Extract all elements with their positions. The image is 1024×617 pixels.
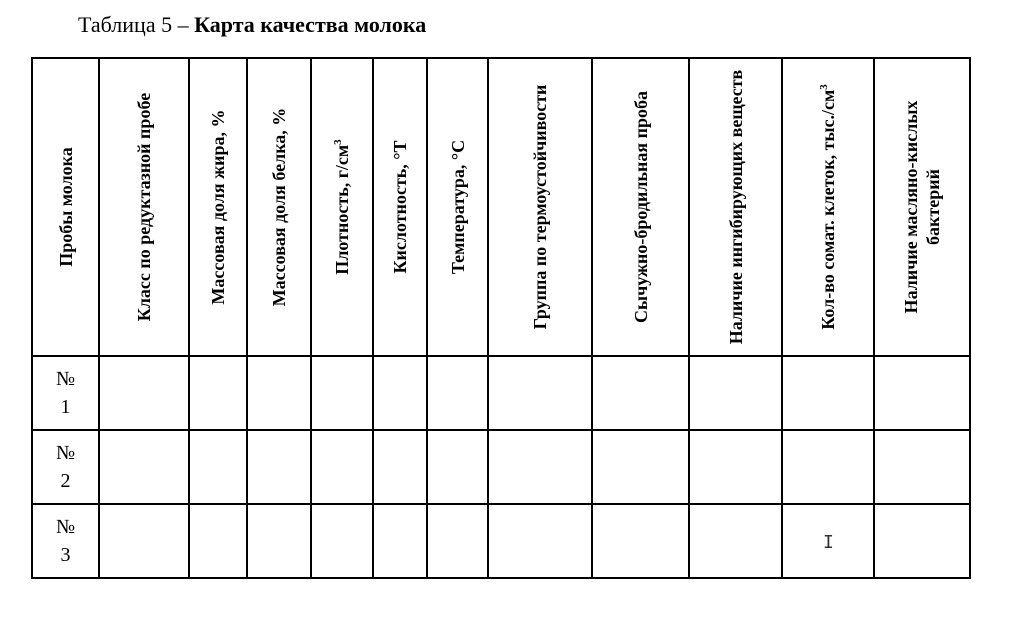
cell-inhibitors[interactable]: [689, 356, 782, 430]
header-fat: Массовая доля жира, %: [189, 58, 247, 356]
cell-acidity[interactable]: [373, 356, 427, 430]
table-row: [32, 430, 970, 504]
header-inhibitors: Наличие ингибирующих веществ: [689, 58, 782, 356]
cell-rennet[interactable]: [592, 356, 689, 430]
cell-temperature[interactable]: [427, 430, 488, 504]
cell-protein[interactable]: [247, 504, 311, 578]
header-somatic-cells: Кол-во сомат. клеток, $тыс./см^3$: [782, 58, 874, 356]
cell-rennet[interactable]: [592, 430, 689, 504]
cell-protein[interactable]: [247, 356, 311, 430]
cell-temperature[interactable]: [427, 504, 488, 578]
cell-inhibitors[interactable]: [689, 504, 782, 578]
cell-thermo-group[interactable]: [488, 356, 592, 430]
text-cursor-icon: I: [823, 532, 834, 553]
header-samples: Пробы молока: [32, 58, 99, 356]
cell-fat[interactable]: [189, 430, 247, 504]
cell-butyric[interactable]: [874, 504, 970, 578]
cell-acidity[interactable]: [373, 430, 427, 504]
cell-rennet[interactable]: [592, 504, 689, 578]
cell-density[interactable]: [311, 430, 373, 504]
cell-reductase[interactable]: [99, 430, 189, 504]
cell-butyric[interactable]: [874, 356, 970, 430]
caption-prefix: Таблица 5 –: [78, 12, 195, 37]
header-thermo-group: Группа по термоустойчивости: [488, 58, 592, 356]
cell-temperature[interactable]: [427, 356, 488, 430]
row-label: № 3: [32, 504, 99, 578]
header-rennet: Сычужно-бродильная проба: [592, 58, 689, 356]
header-temperature: Температура, °С: [427, 58, 488, 356]
caption-title: Карта качества молока: [194, 12, 427, 37]
header-butyric-bacteria: Наличие масляно-кислых бактерий: [874, 58, 970, 356]
table-row: [32, 356, 970, 430]
cell-somatic[interactable]: [782, 356, 874, 430]
row-label: № 2: [32, 430, 99, 504]
cell-acidity[interactable]: [373, 504, 427, 578]
cell-thermo-group[interactable]: [488, 504, 592, 578]
row-label: № 1: [32, 356, 99, 430]
cell-thermo-group[interactable]: [488, 430, 592, 504]
header-density: Плотность, $г/см^3$: [311, 58, 373, 356]
cell-density[interactable]: [311, 356, 373, 430]
header-reductase-class: Класс по редуктазной пробе: [99, 58, 189, 356]
cell-inhibitors[interactable]: [689, 430, 782, 504]
cell-reductase[interactable]: [99, 356, 189, 430]
cell-protein[interactable]: [247, 430, 311, 504]
header-acidity: Кислотность, °Т: [373, 58, 427, 356]
cell-fat[interactable]: [189, 356, 247, 430]
cell-reductase[interactable]: [99, 504, 189, 578]
cell-somatic[interactable]: [782, 430, 874, 504]
cell-butyric[interactable]: [874, 430, 970, 504]
cell-fat[interactable]: [189, 504, 247, 578]
cell-density[interactable]: [311, 504, 373, 578]
milk-quality-table: [31, 57, 971, 579]
header-protein: Массовая доля белка, %: [247, 58, 311, 356]
table-caption: [78, 10, 426, 40]
header-row: [32, 58, 970, 356]
